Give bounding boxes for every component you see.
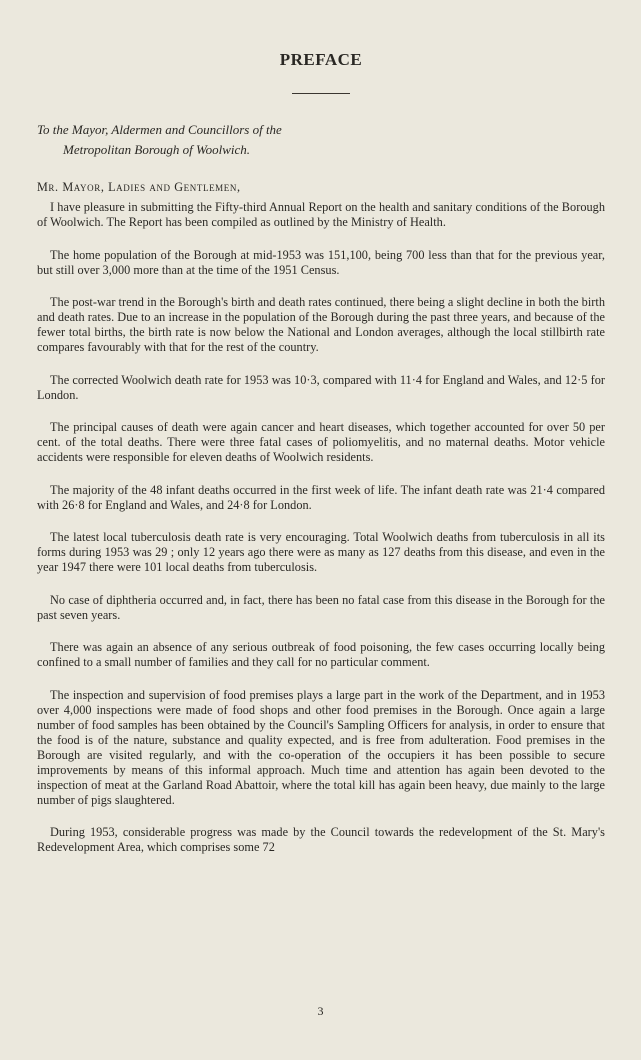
- paragraph-food-poisoning: There was again an absence of any serious outbreak of food poisoning, the few cases occurring locally being confined to a small number of families and they call for no particular comment.: [37, 640, 605, 669]
- paragraph-report-intro: I have pleasure in submitting the Fifty-third Annual Report on the health and sanitary conditions of the Borough of Woolwich. The Report has been compiled as outlined by the Ministry of Health.: [37, 200, 605, 229]
- paragraph-diphtheria: No case of diphtheria occurred and, in fact, there has been no fatal case from this disease in the Borough for the past seven years.: [37, 592, 605, 622]
- page-title: PREFACE: [279, 50, 363, 69]
- paragraph-infant-deaths: The majority of the 48 infant deaths occurred in the first week of life. The infant death rate was 21·4 compared with 26·8 for England and Wales, and 24·8 for London.: [37, 482, 605, 512]
- address-line-2: Metropolitan Borough of Woolwich.: [63, 142, 251, 157]
- page-number: 3: [317, 1004, 324, 1018]
- paragraph-food-inspection: The inspection and supervision of food premises plays a large part in the work of the Department, and in 1953 over 4,000 inspections were made of food shops and other food premises in the Borough. Once again a large number of food samples has been obtained by the Council's Sampling Officers for analysis, in order to ensure that the food is of the nature, substance and quality expected, and is free from adulteration. Food premises in the Borough are visited regularly, and with the co-operation of the occupiers it has been possible to secure improvements by means of this informal approach. Much time and attention has again been devoted to the inspection of meat at the Garland Road Abattoir, where the total kill has again been heavy, due mainly to the large number of pigs slaughtered.: [37, 687, 605, 807]
- paragraph-population: The home population of the Borough at mid-1953 was 151,100, being 700 less than that for the previous year, but still over 3,000 more than at the time of the 1951 Census.: [37, 247, 605, 277]
- address-block: [37, 120, 605, 160]
- paragraph-redevelopment: During 1953, considerable progress was made by the Council towards the redevelopment of the St. Mary's Redevelopment Area, which comprises some 72: [37, 825, 605, 854]
- paragraph-birth-death-trend: The post-war trend in the Borough's birth and death rates continued, there being a slight decline in both the birth and death rates. Due to an increase in the population of the Borough during the past three years, and because of the fewer total births, the birth rate is now below the National and London averages, although the local stillbirth rate compares favourably with that for the rest of the country.: [37, 295, 605, 354]
- paragraph-death-rate: The corrected Woolwich death rate for 1953 was 10·3, compared with 11·4 for England and Wales, and 12·5 for London.: [37, 372, 605, 402]
- paragraph-causes-of-death: The principal causes of death were again cancer and heart diseases, which together accounted for over 50 per cent. of the total deaths. There were three fatal cases of poliomyelitis, and no maternal deaths. Motor vehicle accidents were responsible for eleven deaths of Woolwich residents.: [37, 420, 605, 464]
- paragraph-tuberculosis: The latest local tuberculosis death rate is very encouraging. Total Woolwich deaths from tuberculosis in all its forms during 1953 was 29 ; only 12 years ago there were as many as 127 deaths from this disease, and even in the year 1947 there were 101 local deaths from tuberculosis.: [37, 530, 605, 574]
- title-divider: [292, 93, 350, 94]
- address-line-1: To the Mayor, Aldermen and Councillors of the: [37, 122, 282, 137]
- preface-page: [37, 50, 605, 855]
- salutation: Mr. Mayor, Ladies and Gentlemen,: [37, 180, 241, 194]
